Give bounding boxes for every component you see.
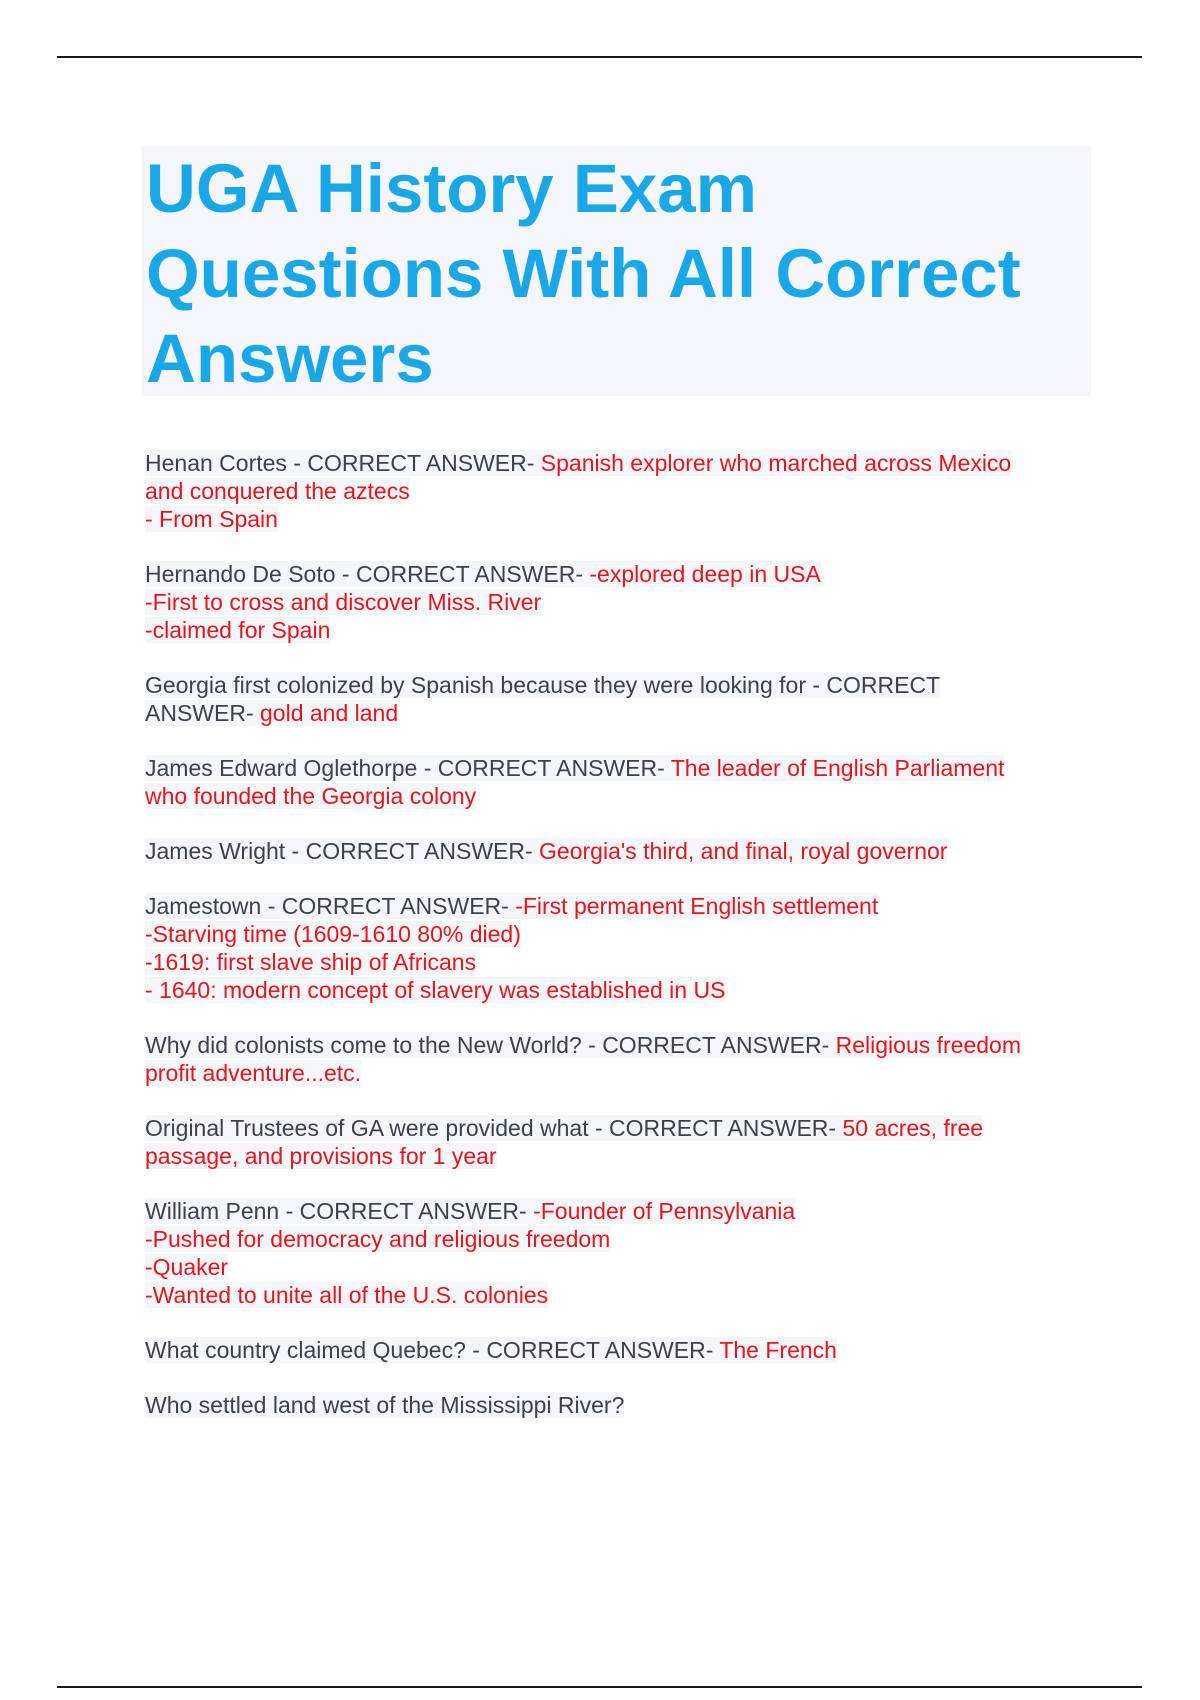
qa-item: [145, 1114, 1090, 1170]
qa-line: [145, 1114, 1090, 1142]
qa-line-text: [145, 949, 476, 975]
qa-item: [145, 837, 1090, 865]
qa-line-text: [145, 561, 821, 587]
answer-text: -Pushed for democracy and religious freedom: [145, 1226, 611, 1252]
qa-line-text: [145, 1392, 624, 1418]
answer-text: profit adventure...etc.: [145, 1060, 362, 1086]
qa-line-text: [145, 700, 398, 726]
qa-item: [145, 1031, 1090, 1087]
question-text: Georgia first colonized by Spanish because they were looking for - CORRECT: [145, 672, 941, 698]
qa-line: [145, 671, 1090, 699]
answer-text: passage, and provisions for 1 year: [145, 1143, 497, 1169]
qa-item: [145, 754, 1090, 810]
qa-line: [145, 588, 1090, 616]
question-text: What country claimed Quebec? - CORRECT ANSWER-: [145, 1337, 714, 1363]
answer-text: - 1640: modern concept of slavery was established in US: [145, 977, 726, 1003]
bottom-rule: [57, 1686, 1142, 1688]
qa-line-text: [145, 755, 1004, 781]
qa-line: [145, 1281, 1090, 1309]
answer-text: Spanish explorer who marched across Mexico: [534, 450, 1012, 476]
qa-line: [145, 1336, 1090, 1364]
qa-line: [145, 1142, 1090, 1170]
question-text: William Penn - CORRECT ANSWER-: [145, 1198, 534, 1224]
top-rule: [57, 56, 1142, 58]
answer-text: who founded the Georgia colony: [145, 783, 477, 809]
question-text: Who settled land west of the Mississippi River?: [145, 1392, 625, 1418]
question-text: James Edward Oglethorpe - CORRECT ANSWER-: [145, 755, 665, 781]
qa-line-text: [145, 1060, 361, 1086]
qa-line: [145, 754, 1090, 782]
qa-line: [145, 1253, 1090, 1281]
qa-line-text: [145, 921, 521, 947]
answer-text: -explored deep in USA: [589, 561, 821, 587]
qa-item: [145, 1391, 1090, 1419]
qa-list: [145, 449, 1090, 1446]
qa-line-text: [145, 977, 725, 1003]
question-text: Hernando De Soto - CORRECT ANSWER-: [145, 561, 590, 587]
answer-text: - From Spain: [145, 506, 278, 532]
qa-line: [145, 1197, 1090, 1225]
answer-text: 50 acres, free: [836, 1115, 984, 1141]
answer-text: -Founder of Pennsylvania: [533, 1198, 796, 1224]
qa-line: [145, 699, 1090, 727]
qa-line-text: [145, 1032, 1021, 1058]
question-text: Henan Cortes - CORRECT ANSWER-: [145, 450, 535, 476]
qa-line-text: [145, 1143, 497, 1169]
qa-line: [145, 892, 1090, 920]
qa-line-text: [145, 1198, 795, 1224]
qa-line: [145, 1031, 1090, 1059]
answer-text: Georgia's third, and final, royal governor: [532, 838, 948, 864]
qa-line-text: [145, 1226, 610, 1252]
question-text: ANSWER-: [145, 700, 254, 726]
qa-line: [145, 1391, 1090, 1419]
answer-text: -Quaker: [145, 1254, 229, 1280]
qa-line: [145, 976, 1090, 1004]
question-text: James Wright - CORRECT ANSWER-: [145, 838, 533, 864]
qa-item: [145, 671, 1090, 727]
qa-line-text: [145, 838, 947, 864]
question-text: Why did colonists come to the New World? - CORRECT ANSWER-: [145, 1032, 830, 1058]
qa-item: [145, 449, 1090, 533]
qa-line-text: [145, 1282, 548, 1308]
answer-text: -claimed for Spain: [145, 617, 331, 643]
qa-line-text: [145, 617, 330, 643]
question-text: Original Trustees of GA were provided what - CORRECT ANSWER-: [145, 1115, 837, 1141]
qa-line-text: [145, 1337, 837, 1363]
answer-text: gold and land: [253, 700, 399, 726]
answer-text: and conquered the aztecs: [145, 478, 410, 504]
qa-line: [145, 920, 1090, 948]
qa-line: [145, 782, 1090, 810]
qa-line-text: [145, 1254, 228, 1280]
qa-line-text: [145, 450, 1011, 476]
qa-line: [145, 1059, 1090, 1087]
answer-text: Religious freedom: [829, 1032, 1021, 1058]
qa-line: [145, 477, 1090, 505]
answer-text: The leader of English Parliament: [664, 755, 1005, 781]
qa-line: [145, 1225, 1090, 1253]
qa-line: [145, 837, 1090, 865]
qa-item: [145, 1336, 1090, 1364]
qa-line-text: [145, 589, 541, 615]
answer-text: -First permanent English settlement: [515, 893, 879, 919]
qa-item: [145, 892, 1090, 1004]
qa-item: [145, 1197, 1090, 1309]
qa-line-text: [145, 506, 278, 532]
question-text: Jamestown - CORRECT ANSWER-: [145, 893, 516, 919]
qa-line: [145, 560, 1090, 588]
qa-line: [145, 505, 1090, 533]
qa-line: [145, 616, 1090, 644]
answer-text: -Starving time (1609-1610 80% died): [145, 921, 521, 947]
qa-line-text: [145, 1115, 983, 1141]
answer-text: The French: [713, 1337, 837, 1363]
title-block: [142, 146, 1091, 396]
answer-text: -First to cross and discover Miss. River: [145, 589, 542, 615]
answer-text: -1619: first slave ship of Africans: [145, 949, 477, 975]
qa-line-text: [145, 672, 940, 698]
qa-item: [145, 560, 1090, 644]
qa-line-text: [145, 478, 410, 504]
qa-line: [145, 948, 1090, 976]
document-title: UGA History Exam Questions With All Correct Answers: [146, 150, 1021, 397]
qa-line-text: [145, 893, 878, 919]
qa-line-text: [145, 783, 476, 809]
qa-line: [145, 449, 1090, 477]
answer-text: -Wanted to unite all of the U.S. colonies: [145, 1282, 549, 1308]
